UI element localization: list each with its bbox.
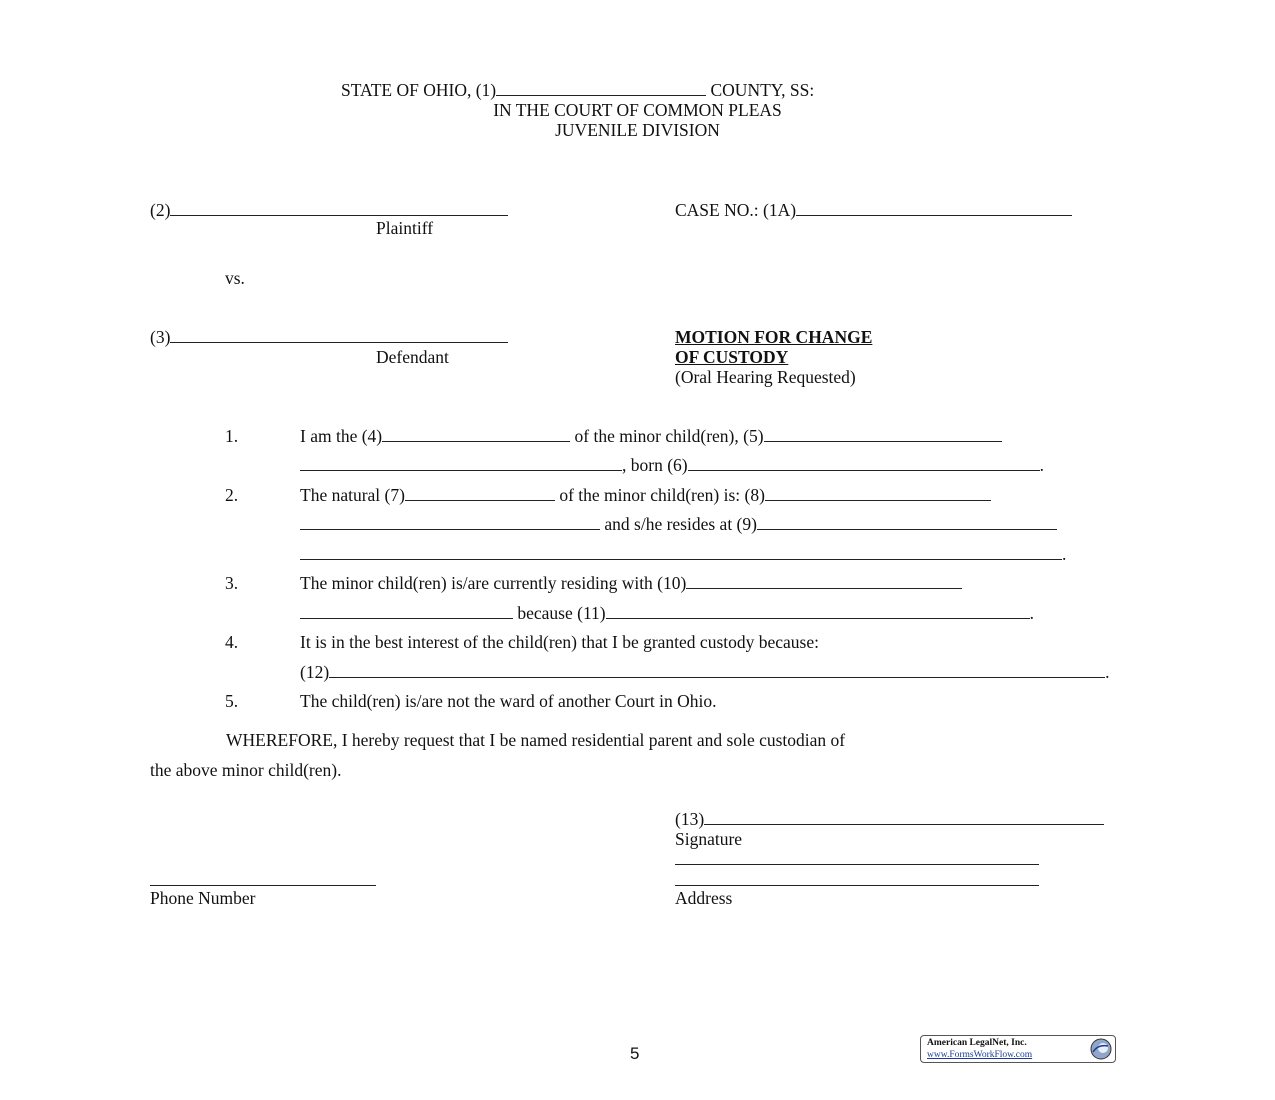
item-2-line-2	[300, 514, 1057, 535]
motion-subtitle: (Oral Hearing Requested)	[675, 367, 856, 387]
state-label: STATE OF OHIO, (1)	[341, 80, 497, 100]
address-field-line-1[interactable]	[675, 864, 1039, 865]
defendant-line	[150, 327, 508, 348]
plaintiff-field[interactable]	[170, 201, 508, 216]
current-residence-field[interactable]	[686, 574, 962, 589]
current-residence-field-cont[interactable]	[300, 604, 513, 619]
phone-field-line[interactable]	[150, 885, 376, 886]
court-county-line	[341, 80, 814, 101]
item-4-line-2	[300, 662, 1110, 683]
defendant-field[interactable]	[170, 328, 508, 343]
item-3-line-1	[300, 573, 962, 594]
defendant-label: Defendant	[376, 347, 449, 367]
item-2-line-3	[300, 544, 1066, 565]
item-2-text-a: The natural (7)	[300, 485, 405, 505]
parent-address-field[interactable]	[757, 515, 1057, 530]
motion-title-line-1: MOTION FOR CHANGE	[675, 327, 873, 347]
versus-label: vs.	[225, 268, 245, 288]
page-number: 5	[630, 1044, 640, 1063]
wherefore-line-2: the above minor child(ren).	[150, 760, 342, 780]
parent-address-field-cont[interactable]	[300, 545, 1062, 560]
phone-label: Phone Number	[150, 888, 256, 908]
item-1-text-c: , born (6)	[622, 455, 688, 475]
period: .	[1029, 603, 1035, 623]
plaintiff-marker: (2)	[150, 200, 171, 220]
item-1-line-2	[300, 455, 1044, 476]
item-5-line-1: The child(ren) is/are not the ward of another Court in Ohio.	[300, 691, 717, 711]
item-1-line-1	[300, 426, 1002, 447]
item-2-text-c: and s/he resides at (9)	[604, 514, 757, 534]
publisher-url[interactable]: www.FormsWorkFlow.com	[927, 1050, 1033, 1060]
signature-marker: (13)	[675, 809, 705, 829]
court-division: JUVENILE DIVISION	[555, 120, 720, 140]
item-number-3: 3.	[225, 573, 239, 593]
item-number-2: 2.	[225, 485, 239, 505]
item-3-line-2	[300, 603, 1034, 624]
item-1-text-a: I am the (4)	[300, 426, 383, 446]
period: .	[1062, 544, 1067, 564]
child-names-field-cont[interactable]	[300, 456, 622, 471]
relationship-field[interactable]	[382, 427, 570, 442]
child-names-field[interactable]	[764, 427, 1002, 442]
reason-field[interactable]	[606, 604, 1030, 619]
natural-parent-type-field[interactable]	[405, 486, 555, 501]
item-number-4: 4.	[225, 632, 239, 652]
case-number-field[interactable]	[796, 201, 1072, 216]
case-number-line	[675, 200, 1072, 221]
item-4-marker: (12)	[300, 662, 330, 682]
signature-field[interactable]	[704, 810, 1104, 825]
item-1-text-b: of the minor child(ren), (5)	[574, 426, 764, 446]
address-label: Address	[675, 888, 733, 908]
best-interest-field[interactable]	[329, 663, 1105, 678]
parent-name-field[interactable]	[765, 486, 991, 501]
item-2-text-b: of the minor child(ren) is: (8)	[559, 485, 765, 505]
county-label: COUNTY, SS:	[710, 80, 815, 100]
motion-title-line-2: OF CUSTODY	[675, 347, 789, 367]
signature-label: Signature	[675, 829, 743, 849]
period: .	[1105, 662, 1110, 682]
county-field[interactable]	[496, 81, 706, 96]
plaintiff-label: Plaintiff	[376, 218, 434, 238]
signature-line	[675, 809, 1104, 830]
item-number-1: 1.	[225, 426, 239, 446]
period: .	[1039, 455, 1044, 475]
item-2-line-1	[300, 485, 991, 506]
plaintiff-line	[150, 200, 508, 221]
case-number-label: CASE NO.: (1A)	[675, 200, 797, 220]
item-4-line-1: It is in the best interest of the child(ren) that I be granted custody because:	[300, 632, 819, 652]
item-3-text-b: because (11)	[517, 603, 606, 623]
court-name: IN THE COURT OF COMMON PLEAS	[493, 100, 782, 120]
parent-name-field-cont[interactable]	[300, 515, 600, 530]
globe-icon	[1090, 1038, 1112, 1060]
wherefore-line-1: WHEREFORE, I hereby request that I be named residential parent and sole custodian of	[226, 730, 846, 750]
item-3-text-a: The minor child(ren) is/are currently residing with (10)	[300, 573, 687, 593]
item-number-5: 5.	[225, 691, 239, 711]
publisher-name: American LegalNet, Inc.	[927, 1038, 1027, 1048]
birth-date-field[interactable]	[688, 456, 1040, 471]
defendant-marker: (3)	[150, 327, 171, 347]
address-field-line-2[interactable]	[675, 885, 1039, 886]
publisher-logo[interactable]	[920, 1035, 1116, 1063]
